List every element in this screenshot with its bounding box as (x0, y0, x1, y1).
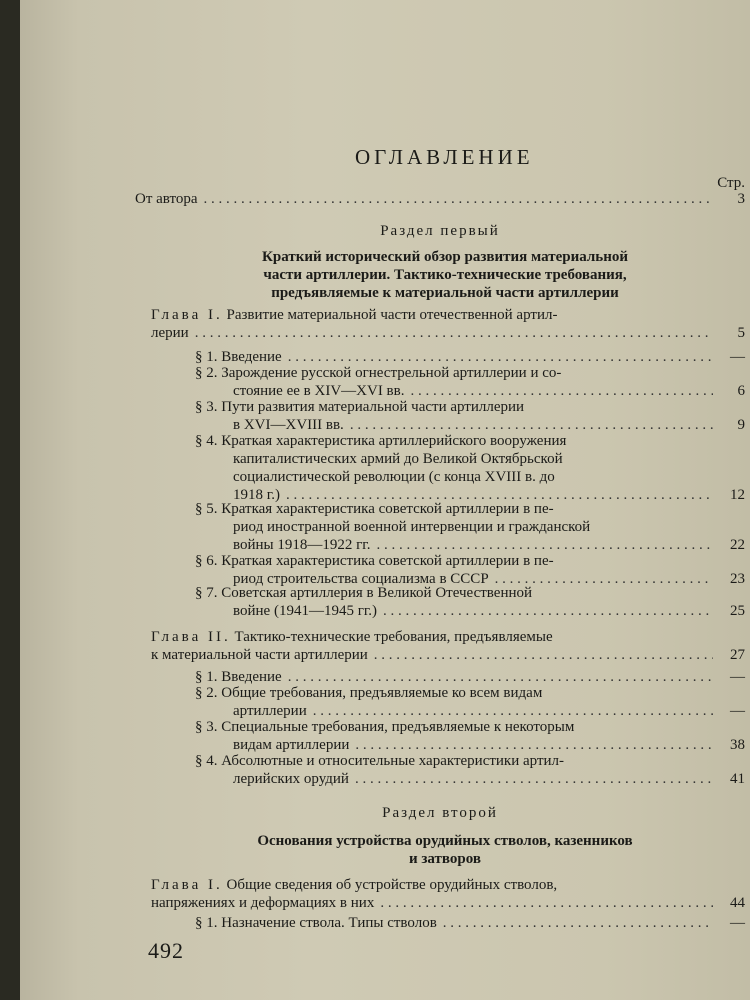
toc-entry-line: § 4. Краткая характеристика артиллерийского вооружения (195, 433, 567, 449)
toc-entry: стояние ее в XIV—XVI вв. . . . 6 (233, 382, 745, 400)
toc-entry-line: капиталистических армий до Великой Октябрьской (233, 451, 563, 467)
toc-entry-line: § 3. Пути развития материальной части артиллерии (195, 399, 525, 415)
toc-entry: лерийских орудий . . . 41 (233, 770, 745, 788)
toc-entry: войне (1941—1945 гг.) . . . 25 (233, 602, 745, 620)
part1-heading: Раздел первый (380, 223, 500, 239)
part2-subheading-1: Основания устройства орудийных стволов, казенников (257, 833, 633, 849)
toc-entry-line: § 4. Абсолютные и относительные характеристики артил- (195, 753, 565, 769)
toc-entry-line: риод иностранной военной интервенции и гражданской (233, 519, 591, 535)
part2-heading: Раздел второй (382, 805, 498, 821)
toc-entry: артиллерии . . . — (233, 702, 745, 720)
chapter-heading-cont: лерии . . . 5 (151, 324, 745, 342)
toc-entry-line: § 3. Специальные требования, предъявляемые к некоторым (195, 719, 575, 735)
toc-entry: § 1. Введение . . . — (195, 348, 745, 366)
toc-entry: § 1. Назначение ствола. Типы стволов . . . — (195, 914, 745, 932)
part1-subheading-2: части артиллерии. Тактико-технические требования, (263, 267, 627, 283)
page-number: 492 (148, 938, 184, 963)
page-column-label: Стр. (717, 175, 745, 191)
toc-entry: в XVI—XVIII вв. . . . 9 (233, 416, 745, 434)
toc-entry-line: § 2. Общие требования, предъявляемые ко всем видам (195, 685, 543, 701)
toc-entry: войны 1918—1922 гг. . . . 22 (233, 536, 745, 554)
toc-entry-line: § 5. Краткая характеристика советской артиллерии в пе- (195, 501, 554, 517)
toc-entry: риод строительства социализма в СССР . . . 23 (233, 570, 745, 588)
toc-entry-line: социалистической революции (с конца XVIII в. до (233, 469, 555, 485)
chapter-heading: Глава I. Развитие материальной части отечественной артил- (151, 307, 558, 323)
chapter-heading: Глава II. Тактико-технические требования, предъявляемые (151, 629, 553, 645)
toc-entry: § 1. Введение . . . — (195, 668, 745, 686)
chapter-heading: Глава I. Общие сведения об устройстве орудийных стволов, (151, 877, 558, 893)
part1-subheading-3: предъявляемые к материальной части артиллерии (271, 285, 619, 301)
toc-entry-author: От автора . . . 3 (135, 190, 745, 208)
book-page (20, 0, 750, 1000)
toc-title: ОГЛАВЛЕНИЕ (355, 145, 534, 169)
toc-entry: 1918 г.) . . . 12 (233, 486, 745, 504)
part2-subheading-2: и затворов (409, 851, 481, 867)
toc-entry-line: § 2. Зарождение русской огнестрельной артиллерии и со- (195, 365, 562, 381)
part1-subheading-1: Краткий исторический обзор развития материальной (262, 249, 628, 265)
chapter-heading-cont: напряжениях и деформациях в них . . . 44 (151, 894, 745, 912)
toc-entry-line: § 6. Краткая характеристика советской артиллерии в пе- (195, 553, 554, 569)
toc-entry-line: § 7. Советская артиллерия в Великой Отечественной (195, 585, 533, 601)
chapter-heading-cont: к материальной части артиллерии . . . 27 (151, 646, 745, 664)
toc-entry: видам артиллерии . . . 38 (233, 736, 745, 754)
